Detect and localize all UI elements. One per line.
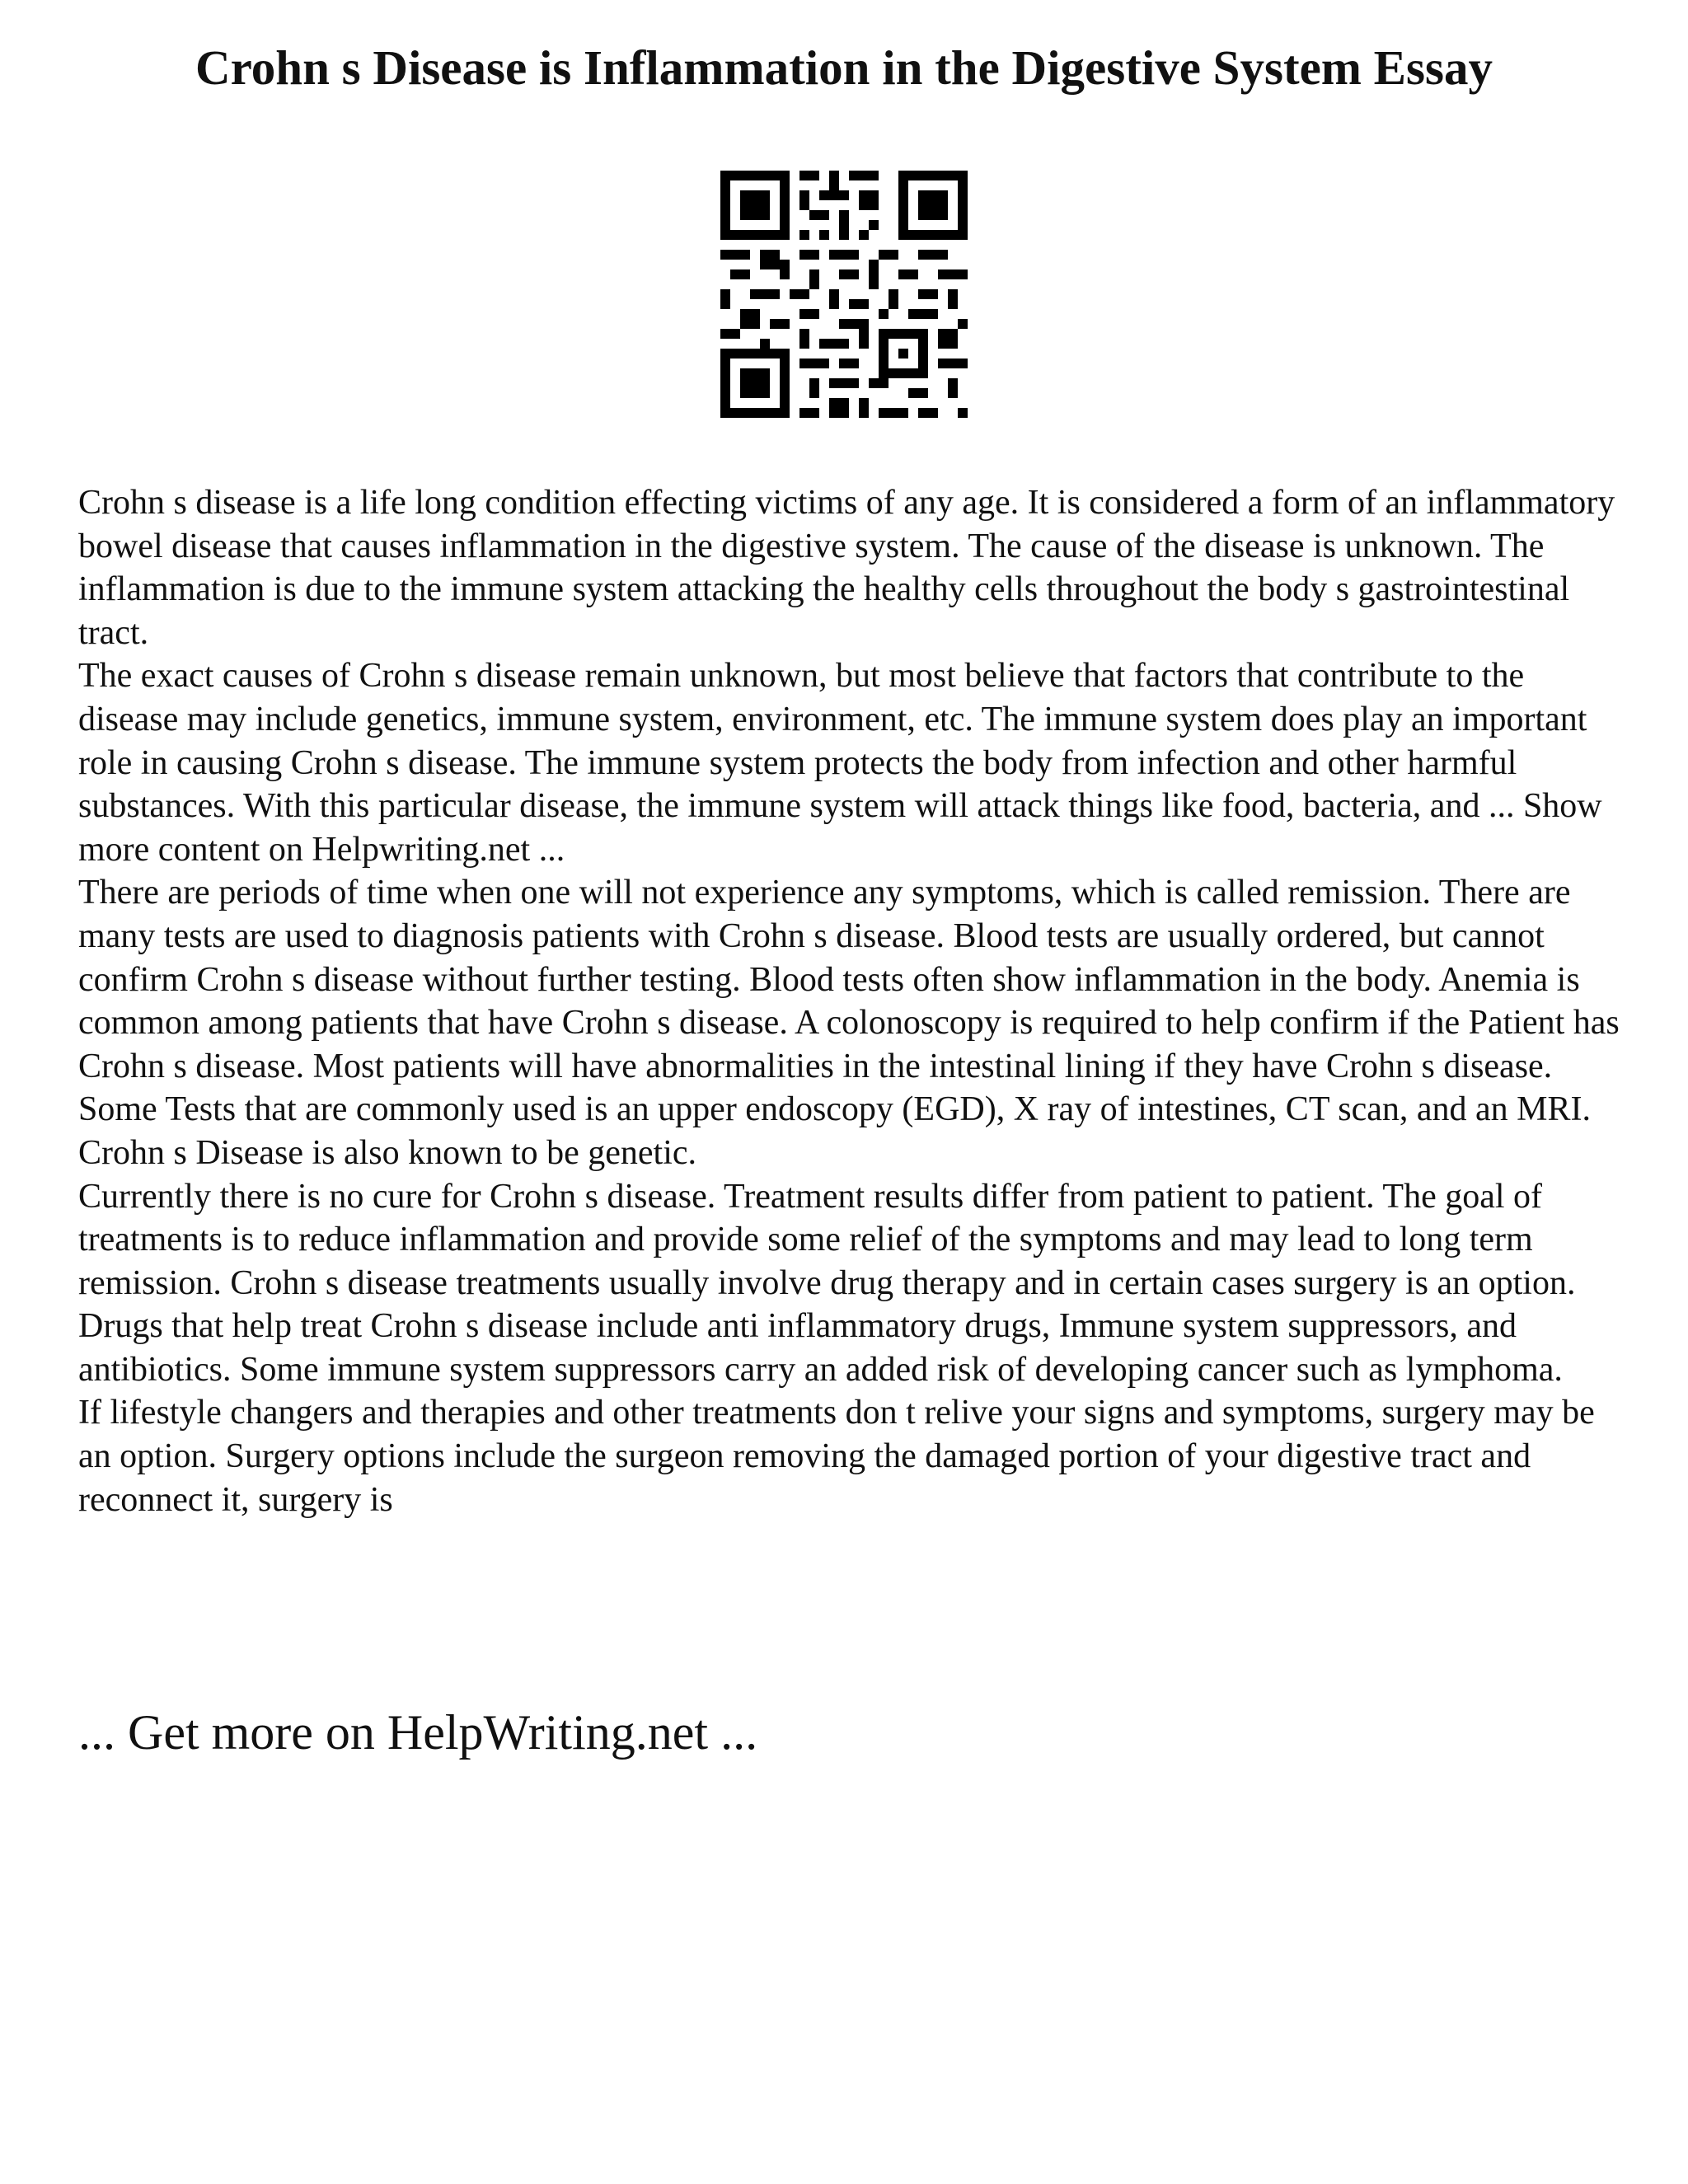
paragraph: Currently there is no cure for Crohn s disease. Treatment results differ from patient to patient. The goal of treatments is to reduce inflammation and provide some relief of the symptoms and may lead to long term remission. Crohn s disease treatments usually involve drug therapy and in certain cases surgery is an option. <box>78 1177 1576 1302</box>
paragraph: The exact causes of Crohn s disease remain unknown, but most believe that factors that contribute to the disease may include genetics, immune system, environment, etc. The immune system does play an important role in causing Crohn s disease. The immune system protects the body from infection and other harmful substances. With this particular disease, the immune system will attack things like food, bacteria, and ... Show more content on Helpwriting.net ... <box>78 657 1602 869</box>
essay-body <box>78 481 1628 1521</box>
paragraph: If lifestyle changers and therapies and other treatments don t relive your signs and symptoms, surgery may be an option. Surgery options include the surgeon removing the damaged portion of your digestive tract and reconnect it, surgery is <box>78 1394 1595 1519</box>
paragraph: There are periods of time when one will not experience any symptoms, which is called remission. There are many tests are used to diagnosis patients with Crohn s disease. Blood tests are usually ordered, but cannot confirm Crohn s disease without further testing. Blood tests often show inflammation in the body. Anemia is common among patients that have Crohn s disease. A colonoscopy is required to help confirm if the Patient has Crohn s disease. Most patients will have abnormalities in the intestinal lining if they have Crohn s disease. Some Tests that are commonly used is an upper endoscopy (EGD), X ray of intestines, CT scan, and an MRI. Crohn s Disease is also known to be genetic. <box>78 874 1620 1172</box>
document-title: Crohn s Disease is Inflammation in the Digestive System Essay <box>195 40 1493 95</box>
qr-code[interactable] <box>720 171 968 418</box>
paragraph: Drugs that help treat Crohn s disease include anti inflammatory drugs, Immune system suppressors, and antibiotics. Some immune system suppressors carry an added risk of developing cancer such as lymphoma. <box>78 1307 1563 1389</box>
get-more-link[interactable]: ... Get more on HelpWriting.net ... <box>78 1705 758 1760</box>
paragraph: Crohn s disease is a life long condition effecting victims of any age. It is considered a form of an inflammatory bowel disease that causes inflammation in the digestive system. The cause of the disease is unknown. The inflammation is due to the immune system attacking the healthy cells throughout the body s gastrointestinal tract. <box>78 484 1615 652</box>
